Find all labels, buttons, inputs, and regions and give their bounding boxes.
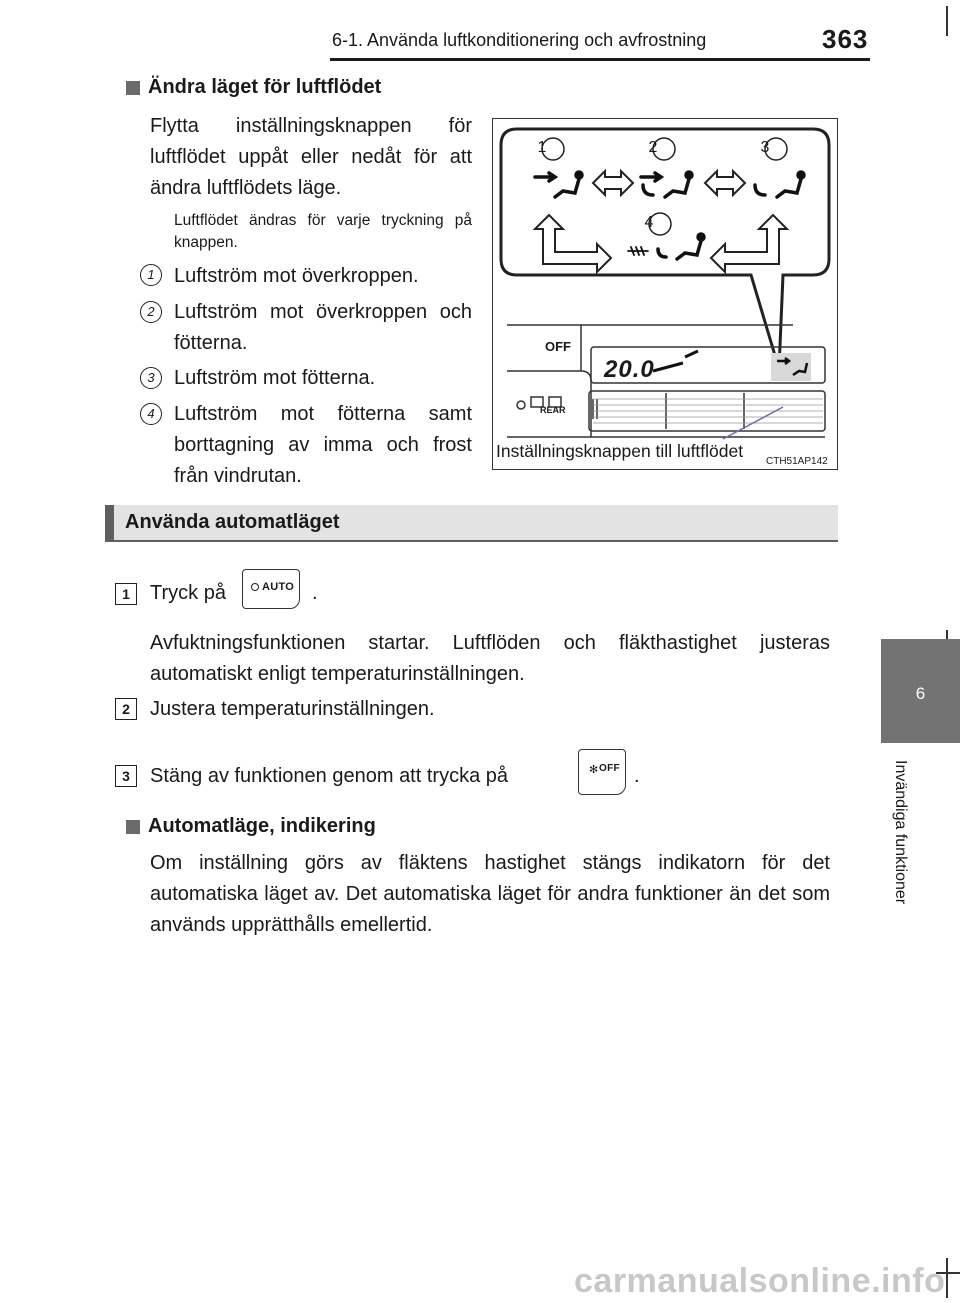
callout-number: 1: [537, 139, 547, 156]
step-text: Justera temperaturinställningen.: [150, 698, 435, 720]
step-number: 3: [115, 765, 137, 787]
callout-number: 3: [760, 139, 770, 156]
bullet-square-icon: [126, 81, 140, 95]
indicator-light-icon: [251, 583, 259, 591]
step-text-end: .: [312, 582, 318, 604]
section-bar-rule: [105, 540, 838, 542]
page-number: 363: [822, 24, 869, 54]
step-text-end: .: [634, 765, 640, 787]
indicator-heading: [126, 815, 376, 838]
header-rule: [330, 58, 870, 61]
airflow-intro: Flytta inställningsknappen för luftflödet uppåt eller nedåt för att ändra luftflödets läge.: [150, 115, 472, 199]
section-bar-accent: [105, 505, 114, 541]
fan-off-button-icon: [578, 749, 626, 795]
indicator-heading-text: Automatläge, indikering: [148, 815, 376, 837]
airflow-note: Luftflödet ändras för varje tryckning på knappen.: [174, 212, 472, 251]
off-label: OFF: [545, 339, 571, 354]
watermark: carmanualsonline.info: [574, 1262, 946, 1300]
crop-mark: [946, 1258, 948, 1298]
list-item: Luftström mot fötterna samt borttagning av imma och frost från vindrutan.: [174, 403, 472, 487]
step-text: Stäng av funktionen genom att trycka på: [150, 765, 508, 787]
step-number: 2: [115, 698, 137, 720]
illustration-drawing: [493, 119, 837, 469]
figure-code: CTH51AP142: [766, 456, 828, 467]
temperature-display: 20.0: [604, 356, 655, 383]
rear-label: REAR: [540, 405, 566, 415]
step-text: Tryck på: [150, 582, 226, 604]
list-item: Luftström mot överkroppen och fötterna.: [174, 301, 472, 354]
list-number: 1: [140, 264, 162, 286]
auto-button-icon: [242, 569, 300, 609]
callout-number: 2: [648, 139, 658, 156]
list-number: 3: [140, 367, 162, 389]
list-number: 4: [140, 403, 162, 425]
airflow-heading-text: Ändra läget för luftflödet: [148, 76, 382, 98]
list-number: 2: [140, 301, 162, 323]
list-item: Luftström mot överkroppen.: [174, 265, 419, 287]
auto-button-label: AUTO: [262, 581, 295, 593]
section-header-title: 6-1. Använda luftkonditionering och avfrostning: [332, 30, 707, 50]
indicator-text: Om inställning görs av fläktens hastighet stängs indikatorn för det automatiska läget av. Det automatiska läget för andra funktioner än det som används upprätthålls emellertid.: [150, 852, 830, 936]
section-title: Använda automatläget: [125, 511, 340, 533]
chapter-number: 6: [915, 684, 926, 703]
airflow-heading: [126, 76, 381, 99]
step-number: 1: [115, 583, 137, 605]
fan-level-icon: [653, 351, 698, 371]
figure-caption: Inställningsknappen till luftflödet: [496, 441, 744, 461]
step-detail: Avfuktningsfunktionen startar. Luftflöden och fläkthastighet justeras automatiskt enligt temperaturinställningen.: [150, 632, 830, 685]
crop-mark: [930, 20, 960, 22]
button-texture: [593, 399, 823, 423]
bullet-square-icon: [126, 820, 140, 834]
callout-number: 4: [644, 214, 654, 231]
list-item: Luftström mot fötterna.: [174, 367, 376, 389]
chapter-label: Invändiga funktioner: [892, 760, 909, 905]
fan-icon: ✻: [589, 764, 599, 776]
airflow-illustration: [492, 118, 838, 470]
off-button-label: OFF: [599, 763, 620, 774]
